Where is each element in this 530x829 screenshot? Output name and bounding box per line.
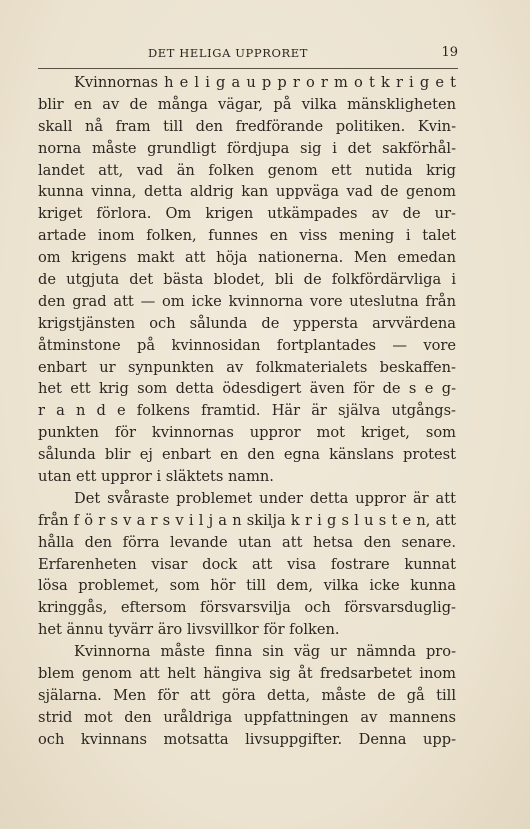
text-line: och kvinnans motsatta livsuppgifter. Denna upp-	[38, 730, 456, 748]
text-line: strid mot den uråldriga uppfattningen av mannens	[38, 708, 456, 726]
page-number: 19	[441, 45, 458, 60]
running-title: DET HELIGA UPPRORET	[147, 46, 309, 60]
text-line: kriget förlora. Om krigen utkämpades av de ur-	[38, 205, 456, 223]
text-line: Kvinnorna måste finna sin väg ur nämnda pro-	[74, 643, 456, 661]
text-line: den grad att — om icke kvinnorna vore uteslutna från	[38, 292, 456, 310]
page-header	[38, 45, 458, 63]
text-line: åtminstone på kvinnosidan fortplantades — vore	[38, 336, 456, 354]
text-line: kringgås, eftersom försvarsvilja och försvarsduglig-	[38, 599, 456, 617]
text-line: norna måste grundligt fördjupa sig i det sakförhål-	[38, 139, 456, 157]
text-line: het ännu tyvärr äro livsvillkor för folken.	[38, 621, 340, 639]
text-line: r a n d e folkens framtid. Här är själva utgångs-	[38, 402, 456, 420]
text-line: de utgjuta det bästa blodet, bli de folkfördärvliga i	[38, 271, 456, 289]
text-line: hålla den förra levande utan att hetsa den senare.	[38, 533, 456, 551]
text-line: skall nå fram till den fredförande politiken. Kvin-	[38, 117, 456, 135]
text-line: het ett krig som detta ödesdigert även för de s e g-	[38, 380, 456, 398]
text-line: Erfarenheten visar dock att visa fostrare kunnat	[38, 555, 456, 573]
text-line: lösa problemet, som hör till dem, vilka icke kunna	[38, 577, 456, 595]
text-line: krigstjänsten och sålunda de yppersta arvvärdena	[38, 314, 456, 332]
text-line: själarna. Men för att göra detta, måste de gå till	[38, 686, 456, 704]
text-line: kunna vinna, detta aldrig kan uppväga vad de genom	[38, 183, 456, 201]
body-text	[38, 72, 456, 751]
text-line: utan ett uppror i släktets namn.	[38, 468, 274, 486]
text-line: från f ö r s v a r s v i l j a n skilja k r i g s l u s t e n, att	[38, 511, 456, 529]
text-line: sålunda blir ej enbart en den egna känslans protest	[38, 446, 456, 464]
text-line: om krigens makt att höja nationerna. Men emedan	[38, 249, 456, 267]
text-line: Det svåraste problemet under detta uppror är att	[74, 489, 456, 507]
text-line: enbart ur synpunkten av folkmaterialets beskaffen-	[38, 358, 456, 376]
text-line: artade inom folken, funnes en viss mening i talet	[38, 227, 456, 245]
text-line: Kvinnornas h e l i g a u p p r o r m o t k r i g e t	[74, 74, 456, 91]
text-line: punkten för kvinnornas uppror mot kriget, som	[38, 424, 456, 442]
text-line: blir en av de många vägar, på vilka mänskligheten	[38, 95, 456, 113]
text-line: landet att, vad än folken genom ett nutida krig	[38, 161, 456, 179]
header-rule	[38, 68, 458, 69]
text-line: blem genom att helt hängiva sig åt fredsarbetet inom	[38, 665, 456, 683]
